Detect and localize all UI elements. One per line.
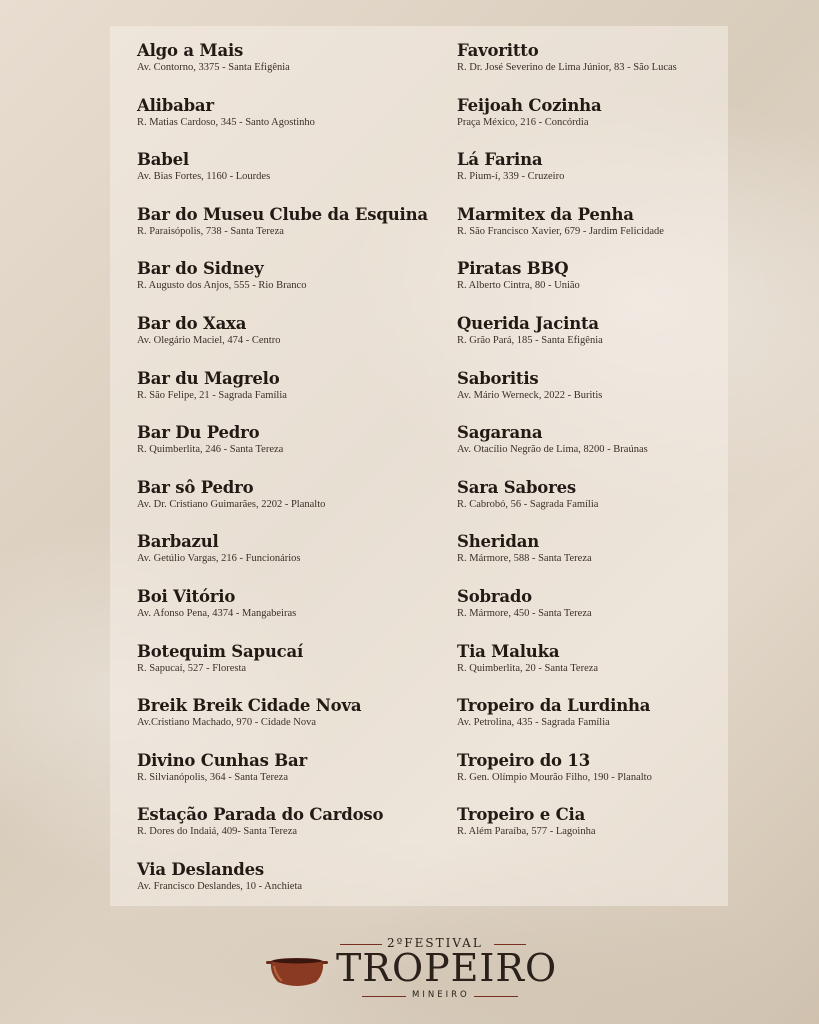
logo-main-text: TROPEIRO	[336, 946, 558, 990]
place-address: Praça México, 216 - Concórdia	[457, 116, 589, 128]
place-address: Av.Cristiano Machado, 970 - Cidade Nova	[137, 717, 317, 729]
place-name: Botequim Sapucaí	[137, 641, 304, 661]
place-address: Av. Getúlio Vargas, 216 - Funcionários	[137, 553, 301, 565]
place-address: R. Dores do Indaiá, 409- Santa Tereza	[137, 826, 298, 838]
place-name: Sara Sabores	[457, 477, 576, 497]
list-item	[137, 750, 428, 805]
place-address: R. São Francisco Xavier, 679 - Jardim Felicidade	[457, 225, 664, 237]
place-address: Av. Contorno, 3375 - Santa Efigênia	[137, 62, 290, 73]
place-address: R. Pium-í, 339 - Cruzeiro	[457, 171, 565, 183]
place-name: Sobrado	[457, 586, 532, 606]
place-name: Algo a Mais	[137, 41, 244, 60]
place-name: Estação Parada do Cardoso	[137, 805, 384, 825]
place-name: Breik Breik Cidade Nova	[137, 696, 362, 716]
place-name: Saboritis	[457, 368, 539, 388]
place-address: R. Paraisópolis, 738 - Santa Tereza	[137, 225, 284, 237]
logo-line-right	[494, 944, 526, 945]
place-address: Av. Petrolina, 435 - Sagrada Família	[457, 717, 610, 729]
place-address: R. Cabrobó, 56 - Sagrada Família	[457, 498, 599, 510]
list-item	[457, 531, 677, 586]
list-item	[457, 477, 677, 532]
list-item	[457, 695, 677, 750]
list-item	[137, 368, 428, 423]
place-name: Querida Jacinta	[457, 313, 599, 333]
place-name: Sheridan	[457, 532, 539, 552]
place-name: Alibabar	[137, 95, 214, 115]
place-address: Av. Afonso Pena, 4374 - Mangabeiras	[137, 607, 297, 619]
list-item	[457, 750, 677, 805]
clay-pot-icon	[266, 954, 328, 990]
place-name: Lá Farina	[457, 150, 543, 170]
place-name: Bar do Sidney	[137, 259, 264, 279]
list-item	[137, 859, 428, 914]
place-name: Divino Cunhas Bar	[137, 750, 307, 770]
place-name: Sagarana	[457, 423, 543, 443]
place-address: R. Augusto dos Anjos, 555 - Rio Branco	[137, 280, 307, 292]
place-name: Feijoah Cozinha	[457, 95, 602, 115]
place-name: Tropeiro e Cia	[457, 805, 586, 825]
place-name: Tropeiro da Lurdinha	[457, 696, 651, 716]
place-address: R. São Felipe, 21 - Sagrada Família	[137, 389, 287, 401]
place-name: Bar sô Pedro	[137, 477, 254, 497]
place-name: Piratas BBQ	[457, 259, 569, 279]
place-name: Marmitex da Penha	[457, 204, 634, 224]
list-item	[457, 313, 677, 368]
list-item	[457, 422, 677, 477]
right-column	[457, 40, 677, 859]
festival-logo	[262, 934, 562, 1006]
place-name: Bar do Xaxa	[137, 313, 247, 333]
place-address: R. Quimberlita, 20 - Santa Tereza	[457, 662, 599, 674]
list-item	[137, 422, 428, 477]
logo-top-text: 2ºFESTIVAL	[387, 936, 483, 950]
list-item	[137, 804, 428, 859]
list-item	[457, 40, 677, 95]
place-name: Tropeiro do 13	[457, 750, 590, 770]
list-item	[137, 204, 428, 259]
place-name: Tia Maluka	[457, 641, 560, 661]
place-address: Av. Dr. Cristiano Guimarães, 2202 - Planalto	[137, 498, 326, 510]
list-item	[457, 804, 677, 859]
list-item	[457, 149, 677, 204]
list-item	[457, 586, 677, 641]
list-item	[137, 95, 428, 150]
list-item	[137, 641, 428, 696]
list-item	[457, 95, 677, 150]
logo-bottom-text: MINEIRO	[412, 990, 470, 1000]
list-item	[137, 477, 428, 532]
place-name: Via Deslandes	[137, 859, 264, 879]
logo-line-bottom-left	[362, 996, 406, 997]
place-name: Barbazul	[137, 532, 219, 552]
place-address: Av. Olegário Maciel, 474 - Centro	[137, 334, 281, 346]
place-address: R. Matias Cardoso, 345 - Santo Agostinho	[137, 116, 315, 128]
list-item	[457, 368, 677, 423]
place-address: R. Alberto Cintra, 80 - União	[457, 280, 580, 292]
list-item	[457, 258, 677, 313]
list-item	[137, 40, 428, 95]
place-name: Bar du Magrelo	[137, 368, 280, 388]
place-name: Babel	[137, 150, 189, 170]
list-item	[457, 204, 677, 259]
place-name: Boi Vitório	[137, 586, 236, 606]
list-item	[137, 149, 428, 204]
place-name: Bar do Museu Clube da Esquina	[137, 204, 428, 224]
place-address: Av. Bias Fortes, 1160 - Lourdes	[137, 171, 271, 183]
logo-line-bottom-right	[474, 996, 518, 997]
place-address: R. Gen. Olímpio Mourão Filho, 190 - Planalto	[457, 771, 652, 783]
place-address: Av. Francisco Deslandes, 10 - Anchieta	[137, 880, 303, 892]
place-address: Av. Mário Werneck, 2022 - Buritis	[457, 389, 603, 401]
list-item	[137, 695, 428, 750]
place-address: R. Silvianópolis, 364 - Santa Tereza	[137, 771, 289, 783]
logo-line-left	[340, 944, 382, 945]
list-item	[137, 313, 428, 368]
place-address: Av. Otacílio Negrão de Lima, 8200 - Braúnas	[457, 444, 648, 456]
place-address: R. Mármore, 588 - Santa Tereza	[457, 553, 592, 565]
list-item	[457, 641, 677, 696]
left-column	[137, 40, 428, 914]
place-address: R. Dr. José Severino de Lima Júnior, 83 - São Lucas	[457, 62, 677, 73]
list-item	[137, 586, 428, 641]
place-address: R. Além Paraíba, 577 - Lagoinha	[457, 826, 596, 838]
place-name: Favoritto	[457, 41, 539, 60]
place-address: R. Sapucaí, 527 - Floresta	[137, 662, 247, 674]
place-name: Bar Du Pedro	[137, 423, 260, 443]
place-address: R. Grão Pará, 185 - Santa Efigênia	[457, 334, 603, 346]
list-item	[137, 531, 428, 586]
place-address: R. Mármore, 450 - Santa Tereza	[457, 607, 592, 619]
list-item	[137, 258, 428, 313]
place-address: R. Quimberlita, 246 - Santa Tereza	[137, 444, 284, 456]
